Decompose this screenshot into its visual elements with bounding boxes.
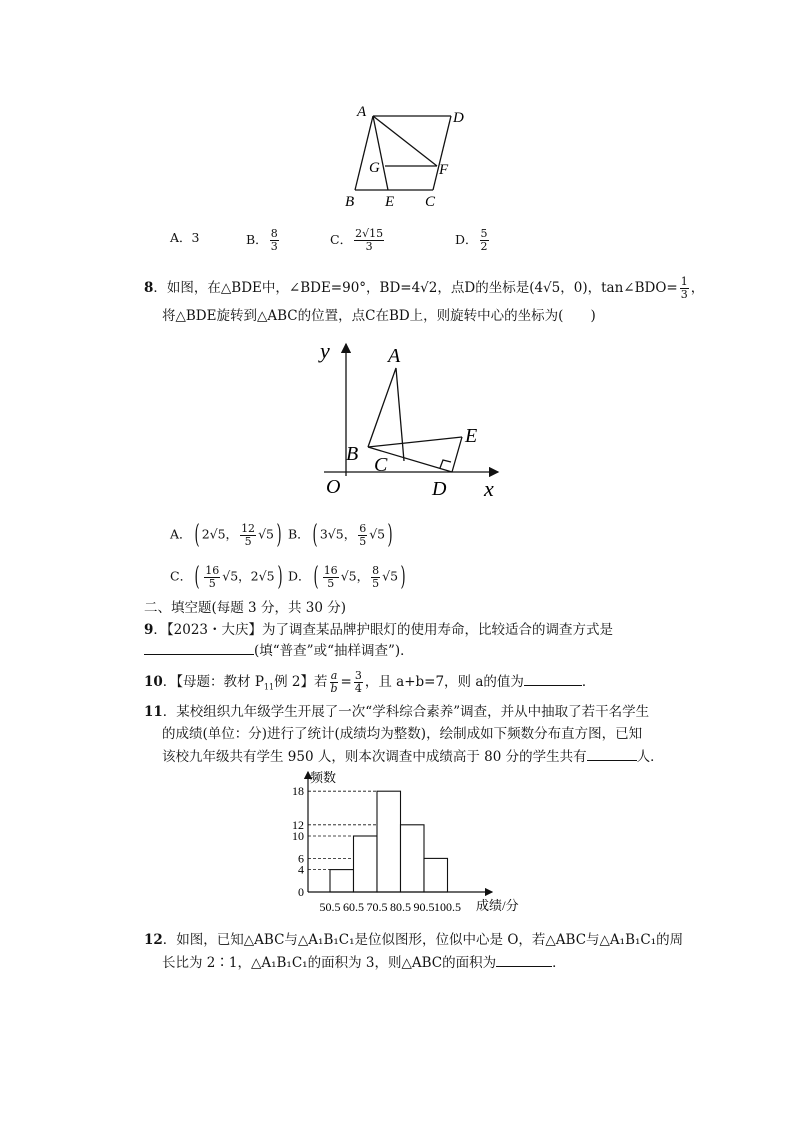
- q11-line2: 的成绩(单位：分)进行了统计(成绩均为整数)，绘制成如下频数分布直方图，已知: [162, 726, 643, 742]
- q9-line1: ．【2023・大庆】为了调查某品牌护眼灯的使用寿命，比较适合的调查方式是: [153, 622, 614, 638]
- q8-line1: ．如图，在△BDE中，∠BDE=90°，BD=4√2，点D的坐标是(4√5，0)，tan∠BDO=: [153, 280, 678, 296]
- option-prefix: D．: [455, 232, 478, 247]
- numerator: 6: [359, 521, 367, 535]
- numerator: 8: [372, 563, 380, 577]
- numerator: 1: [680, 275, 688, 288]
- q11-line3: [162, 746, 664, 767]
- coord-x: 3√5，: [319, 526, 357, 542]
- x-tick-label: 90.5: [413, 900, 435, 914]
- numerator: 3: [354, 669, 362, 682]
- punct: ，: [690, 280, 705, 296]
- point-f-label: F: [439, 162, 449, 178]
- point-c-label: C: [374, 454, 388, 476]
- point-e-label: E: [465, 425, 478, 447]
- option-prefix: B．: [288, 526, 310, 542]
- fraction: [270, 228, 279, 253]
- x-tick-label: 80.5: [390, 900, 411, 914]
- left-paren: (: [194, 562, 200, 592]
- histogram-bar: [377, 791, 401, 892]
- q10-text: ．【母题：教材 P: [162, 674, 264, 690]
- question-number: 12: [144, 932, 163, 948]
- q12-text: 长比为 2∶1，△A₁B₁C₁的面积为 3，则△ABC的面积为: [162, 955, 497, 971]
- question-number: 8: [144, 280, 154, 296]
- x-tick-label: 50.5: [319, 900, 341, 914]
- right-paren: ): [277, 562, 283, 592]
- q7-option-a[interactable]: A．3: [170, 230, 200, 245]
- right-paren: ): [387, 520, 393, 550]
- histogram-chart: [280, 768, 540, 918]
- option-prefix: B．: [246, 232, 268, 247]
- numerator: 12: [241, 521, 256, 535]
- question-number: 10: [144, 674, 163, 690]
- answer-blank[interactable]: [496, 952, 552, 967]
- x-tick-label: 60.5: [343, 900, 364, 914]
- fraction: [204, 565, 220, 590]
- q12-line2: [162, 952, 566, 973]
- q7-option-c[interactable]: [330, 228, 386, 253]
- denominator: 5: [372, 576, 380, 590]
- section-title: 二、填空题(每题 3 分，共 30 分): [144, 600, 346, 616]
- equals: =: [340, 674, 352, 690]
- answer-blank[interactable]: [524, 671, 582, 686]
- fraction: [330, 670, 339, 695]
- q8-option-c[interactable]: [170, 564, 285, 590]
- answer-blank[interactable]: [144, 640, 254, 655]
- q11-line1: ．某校组织九年级学生开展了一次“学科综合素养”调查，并从中抽取了若干名学生: [162, 704, 650, 720]
- numerator: 2√15: [355, 227, 384, 240]
- punct: ．: [552, 955, 566, 971]
- denominator: b: [330, 682, 338, 695]
- x-tick-labels: [320, 900, 462, 914]
- question-9: [144, 620, 613, 640]
- coord-tail: √5: [258, 526, 274, 542]
- fraction: [680, 276, 689, 301]
- y-tick-label: 12: [292, 817, 304, 832]
- question-number: 9: [144, 622, 154, 638]
- numerator: 16: [323, 563, 338, 577]
- point-a-label: A: [357, 104, 367, 120]
- coord-mid: √5，: [340, 568, 370, 584]
- denominator: 3: [270, 240, 278, 253]
- denominator: 5: [359, 534, 367, 548]
- fraction: [323, 565, 339, 590]
- option-prefix: C．: [170, 568, 193, 584]
- bars: [330, 791, 448, 892]
- x-axis-title: 成绩/分: [476, 898, 519, 913]
- page-subscript: 11: [263, 682, 275, 692]
- point-c-label: C: [425, 194, 436, 210]
- right-paren: ): [400, 562, 406, 592]
- point-d-label: D: [432, 478, 447, 500]
- q8-option-b[interactable]: [288, 522, 395, 548]
- numerator: 16: [205, 563, 220, 577]
- point-b-label: B: [346, 443, 359, 465]
- denominator: 5: [327, 576, 335, 590]
- left-paren: (: [313, 562, 319, 592]
- fraction: [358, 523, 367, 548]
- q9-text: (填“普查”或“抽样调查”)．: [254, 643, 414, 659]
- histogram-bar: [401, 825, 425, 892]
- point-a-label: A: [388, 345, 401, 367]
- point-d-label: D: [453, 110, 464, 126]
- question-12: [144, 930, 683, 950]
- x-tick-label: 100.5: [434, 900, 461, 914]
- numerator: 8: [270, 227, 278, 240]
- q7-options: [170, 228, 199, 248]
- fraction: [371, 565, 380, 590]
- histogram-bar: [354, 836, 378, 892]
- y-tick-label: 18: [292, 784, 304, 799]
- denominator: 5: [244, 534, 252, 548]
- coord-mid: √5，2√5: [222, 568, 275, 584]
- denominator: 2: [480, 240, 488, 253]
- q8-option-d[interactable]: [288, 564, 408, 590]
- y-axis-label: y: [320, 338, 330, 363]
- q7-option-b[interactable]: [246, 228, 281, 253]
- figure-coordinate: [316, 338, 506, 502]
- q7-option-d[interactable]: [455, 228, 491, 253]
- q12-line1: ．如图，已知△ABC与△A₁B₁C₁是位似图形，位似中心是 O，若△ABC与△A₁B₁C₁的周: [162, 932, 684, 948]
- figure-parallelogram: [335, 100, 475, 212]
- q10-text: 例 2】若: [274, 674, 328, 690]
- y-tick-labels: [292, 784, 304, 899]
- option-prefix: C．: [330, 232, 353, 247]
- point-b-label: B: [345, 194, 355, 210]
- numerator: 5: [480, 227, 488, 240]
- coord-tail: √5: [369, 526, 386, 542]
- punct: ．: [581, 674, 596, 690]
- coord-tail: √5: [382, 568, 399, 584]
- y-tick-label: 4: [298, 862, 304, 877]
- y-tick-label: 10: [292, 829, 304, 843]
- q9-line2: [144, 640, 414, 661]
- histogram-bar: [424, 858, 448, 892]
- denominator: 4: [354, 682, 362, 695]
- fraction: [354, 670, 363, 695]
- fraction: [240, 523, 256, 548]
- punct: 人．: [636, 749, 664, 765]
- q10-text: ，且 a+b=7，则 a的值为: [364, 674, 524, 690]
- q11-text: 该校九年级共有学生 950 人，则本次调查中成绩高于 80 分的学生共有: [162, 749, 587, 765]
- left-paren: (: [194, 520, 200, 550]
- question-number: 11: [144, 704, 163, 720]
- q8-option-a[interactable]: [170, 522, 284, 548]
- fraction: [480, 228, 489, 253]
- origin-label: O: [326, 476, 341, 498]
- x-tick-label: 70.5: [366, 900, 388, 914]
- denominator: 3: [680, 288, 688, 301]
- numerator: a: [330, 669, 338, 682]
- y-axis-title: 频数: [310, 770, 337, 785]
- histogram-bar: [330, 870, 354, 892]
- y-tick-label: 0: [298, 885, 304, 899]
- right-paren: ): [276, 520, 282, 550]
- question-11: [144, 702, 649, 722]
- denominator: 3: [365, 240, 373, 253]
- option-prefix: A．: [170, 526, 192, 542]
- left-paren: (: [312, 520, 318, 550]
- question-10: [144, 670, 595, 698]
- question-8: [144, 276, 704, 301]
- x-axis-label: x: [484, 476, 494, 501]
- denominator: 5: [208, 576, 216, 590]
- point-g-label: G: [369, 160, 380, 176]
- point-e-label: E: [385, 194, 395, 210]
- y-tick-label: 6: [298, 851, 304, 866]
- option-prefix: D．: [288, 568, 311, 584]
- q8-line2: 将△BDE旋转到△ABC的位置，点C在BD上，则旋转中心的坐标为( ): [162, 308, 596, 324]
- fraction: [354, 228, 384, 253]
- answer-blank[interactable]: [587, 746, 637, 761]
- coord-x: 2√5，: [201, 526, 239, 542]
